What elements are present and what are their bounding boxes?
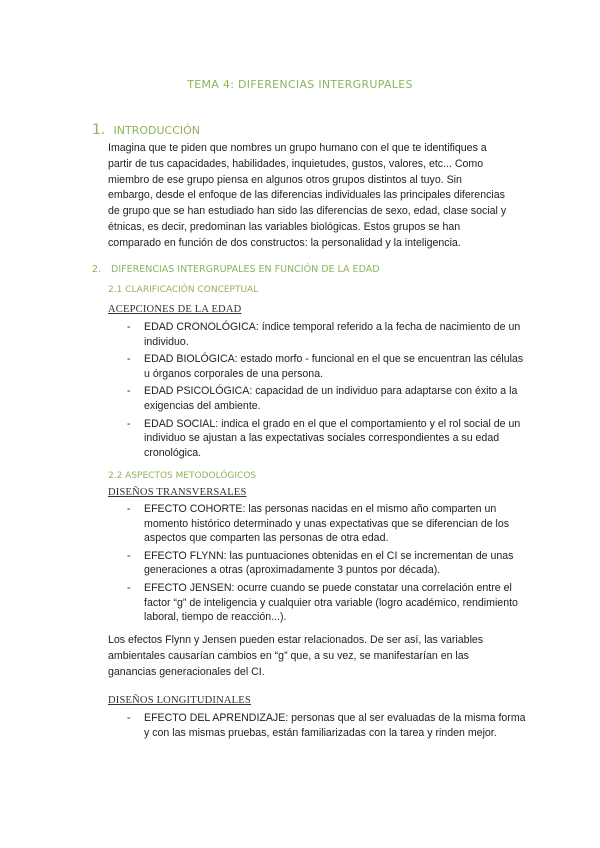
section-1-title: INTRODUCCIÓN xyxy=(113,124,201,137)
section-2-heading xyxy=(92,264,380,275)
list-item: - EDAD BIOLÓGICA: estado morfo - funcional en el que se encuentran las células u órganos corporales de una persona. xyxy=(127,353,524,380)
transversales-list xyxy=(108,502,528,628)
subsection-2-2-title: 2.2 ASPECTOS METODOLÓGICOS xyxy=(108,471,257,481)
intro-paragraph: Imagina que te piden que nombres un grupo humano con el que te identifiques a partir de tus capacidades, habilidades, inquietudes, gustos, valores, etc... Como miembro de ese grupo piensa en algunos otros grupos distintos al tuyo. Sin embargo, desde el enfoque de las diferencias individuales las principales diferencias de grupo que se han estudiado han sido las diferencias de sexo, edad, clase social y étnicas, es decir, predominan las variables biológicas. Estos grupos se han comparado en función de dos constructos: la personalidad y la inteligencia. xyxy=(108,142,507,249)
list-item: - EFECTO FLYNN: las puntuaciones obtenidas en el CI se incrementan de unas generaciones a otras (aproximadamente 3 puntos por década). xyxy=(127,549,514,577)
longitudinales-list xyxy=(108,711,528,743)
subsection-2-1-title: 2.1 CLARIFICACIÓN CONCEPTUAL xyxy=(108,285,259,295)
bullet-dash: - xyxy=(127,385,131,398)
bullet-dash: - xyxy=(127,353,131,366)
list-item: - EFECTO JENSEN: ocurre cuando se puede constatar una correlación entre el factor “g” de inteligencia y cualquier otra variable (logro académico, rendimiento laboral, tiempo de reacción...). xyxy=(127,581,518,624)
bullet-dash: - xyxy=(127,581,131,594)
transversales-heading: DISEÑOS TRANSVERSALES xyxy=(108,487,247,498)
section-1-heading xyxy=(92,122,200,138)
bullet-dash: - xyxy=(127,417,131,430)
longitudinales-heading: DISEÑOS LONGITUDINALES xyxy=(108,695,251,706)
bullet-dash: - xyxy=(127,549,131,562)
bullet-dash: - xyxy=(127,321,131,333)
acepciones-heading: ACEPCIONES DE LA EDAD xyxy=(108,304,242,315)
list-item: - EDAD PSICOLÓGICA: capacidad de un individuo para adaptarse con éxito a la exigencias del ambiente. xyxy=(127,385,518,412)
list-item: - EFECTO COHORTE: las personas nacidas en el mismo año comparten un momento histórico determinado y unas expectativas que se diferencian de los aspectos que comparten las personas de otra edad. xyxy=(127,503,510,545)
section-2-title: DIFERENCIAS INTERGRUPALES EN FUNCIÓN DE LA EDAD xyxy=(111,264,380,275)
acepciones-list xyxy=(108,320,528,463)
bullet-dash: - xyxy=(127,503,131,515)
efectos-paragraph: Los efectos Flynn y Jensen pueden estar relacionados. De ser así, las variables ambientales causarían cambios en “g” que, a su vez, se manifestarían en las ganancias generacionales del CI. xyxy=(108,634,484,678)
list-item: - EFECTO DEL APRENDIZAJE: personas que al ser evaluadas de la misma forma y con las mismas pruebas, están familiarizadas con la tarea y rinden mejor. xyxy=(127,712,526,739)
section-1-number: 1. xyxy=(92,122,106,138)
section-2-number: 2. xyxy=(92,264,102,275)
document-title: TEMA 4: DIFERENCIAS INTERGRUPALES xyxy=(187,78,413,91)
bullet-dash: - xyxy=(127,712,131,724)
list-item: - EDAD SOCIAL: indica el grado en el que el comportamiento y el rol social de un individuo se ajustan a las expectativas sociales correspondientes a su edad cronológica. xyxy=(127,417,521,459)
list-item: - EDAD CRONOLÓGICA: índice temporal referido a la fecha de nacimiento de un individuo. xyxy=(127,321,521,348)
